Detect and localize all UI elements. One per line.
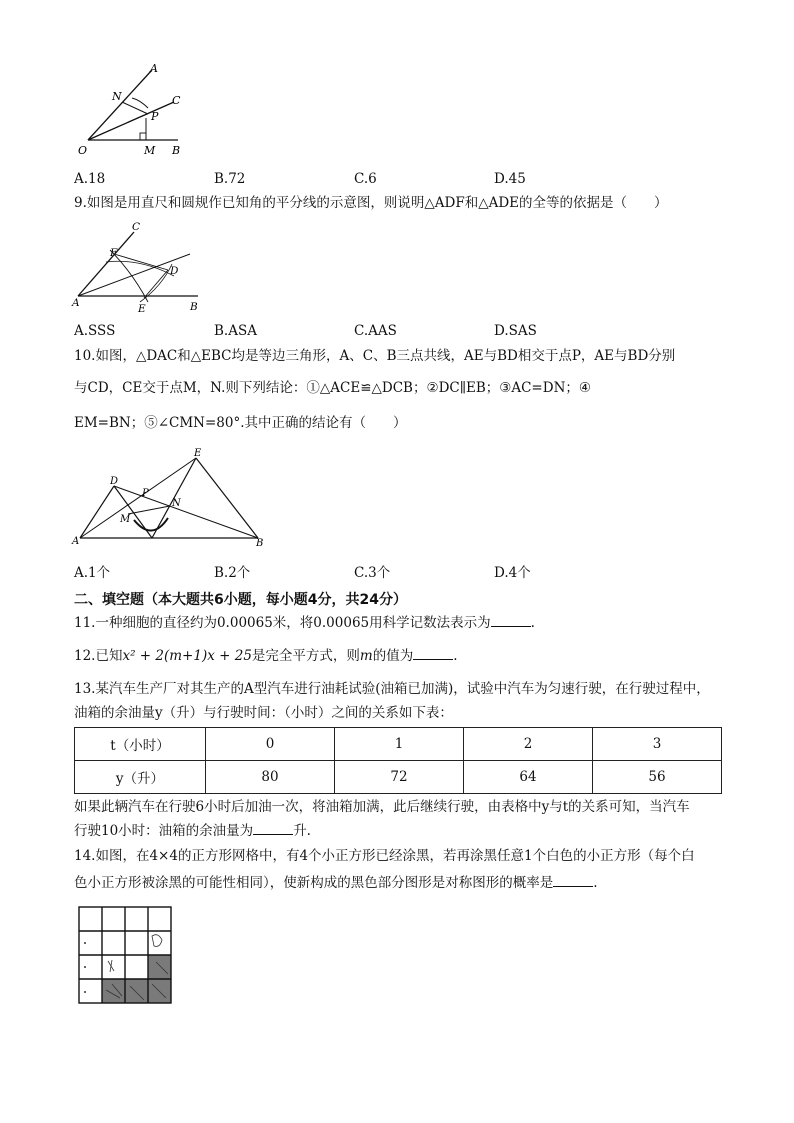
q13-line-4-start: 行驶10小时：油箱的余油量为 xyxy=(74,823,254,839)
q11-text: 11.一种细胞的直径约为0.00065米，将0.00065用科学记数法表示为 xyxy=(74,615,491,631)
q8-label-P: P xyxy=(151,110,159,123)
q8-choice-d[interactable]: D.45 xyxy=(494,171,526,187)
q10-label-E: E xyxy=(194,448,202,459)
q13-line-2: 油箱的余油量y（升）与行驶时间：（小时）之间的关系如下表： xyxy=(74,705,453,721)
q10-choice-a[interactable]: A.1个 xyxy=(74,565,111,581)
q9-label-E: E xyxy=(138,303,146,315)
q13-line-1: 13.某汽车生产厂对其生产的A型汽车进行油耗试验(油箱已加满)，试验中汽车为匀速行驶，在行驶过程中， xyxy=(74,681,710,697)
q11-end: . xyxy=(530,615,535,631)
q13-line-4 xyxy=(74,820,311,841)
q8-label-M: M xyxy=(144,144,156,157)
q8-label-N: N xyxy=(112,90,122,103)
q9-choice-a[interactable]: A.SSS xyxy=(74,323,116,339)
grid-shaded-cell xyxy=(148,955,171,979)
q9-question: 9.如图是用直尺和圆规作已知角的平分线的示意图，则说明△ADF和△ADE的全等的依据是（ ） xyxy=(74,195,668,211)
q14-end: . xyxy=(593,875,598,891)
q10-line-1: 10.如图，△DAC和△EBC均是等边三角形，A、C、B三点共线，AE与BD相交于点P，AE与BD分别 xyxy=(74,348,676,364)
table-cell: 56 xyxy=(593,761,722,794)
table-cell: 72 xyxy=(335,761,464,794)
q12-end: . xyxy=(453,648,458,664)
q10-choice-c[interactable]: C.3个 xyxy=(354,565,391,581)
q13-table xyxy=(74,727,722,794)
q12-expression: x² + 2(m+1)x + 25 xyxy=(122,648,252,664)
table-cell: 3 xyxy=(593,728,722,761)
table-cell: 0 xyxy=(206,728,335,761)
q10-choices xyxy=(74,563,634,583)
q10-figure xyxy=(70,446,270,556)
q12-answer-blank[interactable] xyxy=(413,645,453,660)
q11-answer-blank[interactable] xyxy=(491,612,531,627)
q8-label-B: B xyxy=(172,144,181,157)
q9-label-C: C xyxy=(132,221,141,233)
q10-label-D: D xyxy=(110,476,119,487)
q9-label-B: B xyxy=(190,301,198,313)
q10-label-B: B xyxy=(256,538,264,549)
q12-middle: 是完全平方式，则 xyxy=(251,648,360,664)
q9-choice-b[interactable]: B.ASA xyxy=(214,323,257,339)
table-row xyxy=(75,728,722,761)
table-cell: 2 xyxy=(464,728,593,761)
q9-figure xyxy=(70,216,210,316)
q12-question xyxy=(74,645,458,666)
q8-choice-c[interactable]: C.6 xyxy=(354,171,377,187)
q10-line-3: EM=BN；⑤∠CMN=80°.其中正确的结论有（ ） xyxy=(74,415,407,431)
q10-label-M: M xyxy=(120,514,131,525)
q8-choice-b[interactable]: B.72 xyxy=(214,171,246,187)
q8-choice-a[interactable]: A.18 xyxy=(74,171,106,187)
q8-label-A: A xyxy=(150,62,158,75)
table-row xyxy=(75,761,722,794)
q9-label-A: A xyxy=(72,297,80,309)
table-cell: 1 xyxy=(335,728,464,761)
grid-shaded-cell xyxy=(125,979,148,1003)
q9-choices xyxy=(74,321,634,341)
q10-label-A: A xyxy=(72,536,80,547)
q8-choices xyxy=(74,169,634,189)
q13-answer-blank[interactable] xyxy=(253,820,293,835)
q10-choice-d[interactable]: D.4个 xyxy=(494,565,531,581)
section-2-title: 二、填空题（本大题共6小题，每小题4分，共24分） xyxy=(74,592,407,608)
q9-choice-d[interactable]: D.SAS xyxy=(494,323,537,339)
table-cell: 64 xyxy=(464,761,593,794)
q12-variable: m xyxy=(359,648,373,664)
q13-line-3: 如果此辆汽车在行驶6小时后加油一次，将油箱加满，此后继续行驶，由表格中y与t的关系可知，当汽车 xyxy=(74,799,690,815)
q9-label-F: F xyxy=(110,247,118,259)
q8-label-C: C xyxy=(172,94,181,107)
grid-shaded-cell xyxy=(102,979,125,1003)
q14-line-2-text: 色小正方形被涂黑的可能性相同），使新构成的黑色部分图形是对称图形的概率是 xyxy=(74,875,554,891)
table-header-t: t（小时） xyxy=(75,728,206,761)
q9-choice-c[interactable]: C.AAS xyxy=(354,323,397,339)
q8-label-O: O xyxy=(78,144,88,157)
q9-label-D: D xyxy=(170,265,179,277)
q14-grid-figure xyxy=(76,906,174,1006)
table-header-y: y（升） xyxy=(75,761,206,794)
q14-line-2 xyxy=(74,872,598,893)
q11-question xyxy=(74,612,535,633)
q10-choice-b[interactable]: B.2个 xyxy=(214,565,251,581)
q14-line-1: 14.如图，在4×4的正方形网格中，有4个小正方形已经涂黑，若再涂黑任意1个白色的小正方形（每个白 xyxy=(74,848,695,864)
q10-label-P: P xyxy=(142,488,149,499)
table-cell: 80 xyxy=(206,761,335,794)
q10-line-2: 与CD，CE交于点M，N.则下列结论：①△ACE≌△DCB；②DC∥EB；③AC=DN；④ xyxy=(74,380,591,396)
q14-answer-blank[interactable] xyxy=(553,872,593,887)
q10-label-N: N xyxy=(172,498,181,509)
q12-suffix: 的值为 xyxy=(372,648,414,664)
q8-figure xyxy=(74,58,194,163)
q13-line-4-end: 升. xyxy=(293,823,311,839)
q12-prefix: 12.已知 xyxy=(74,648,123,664)
